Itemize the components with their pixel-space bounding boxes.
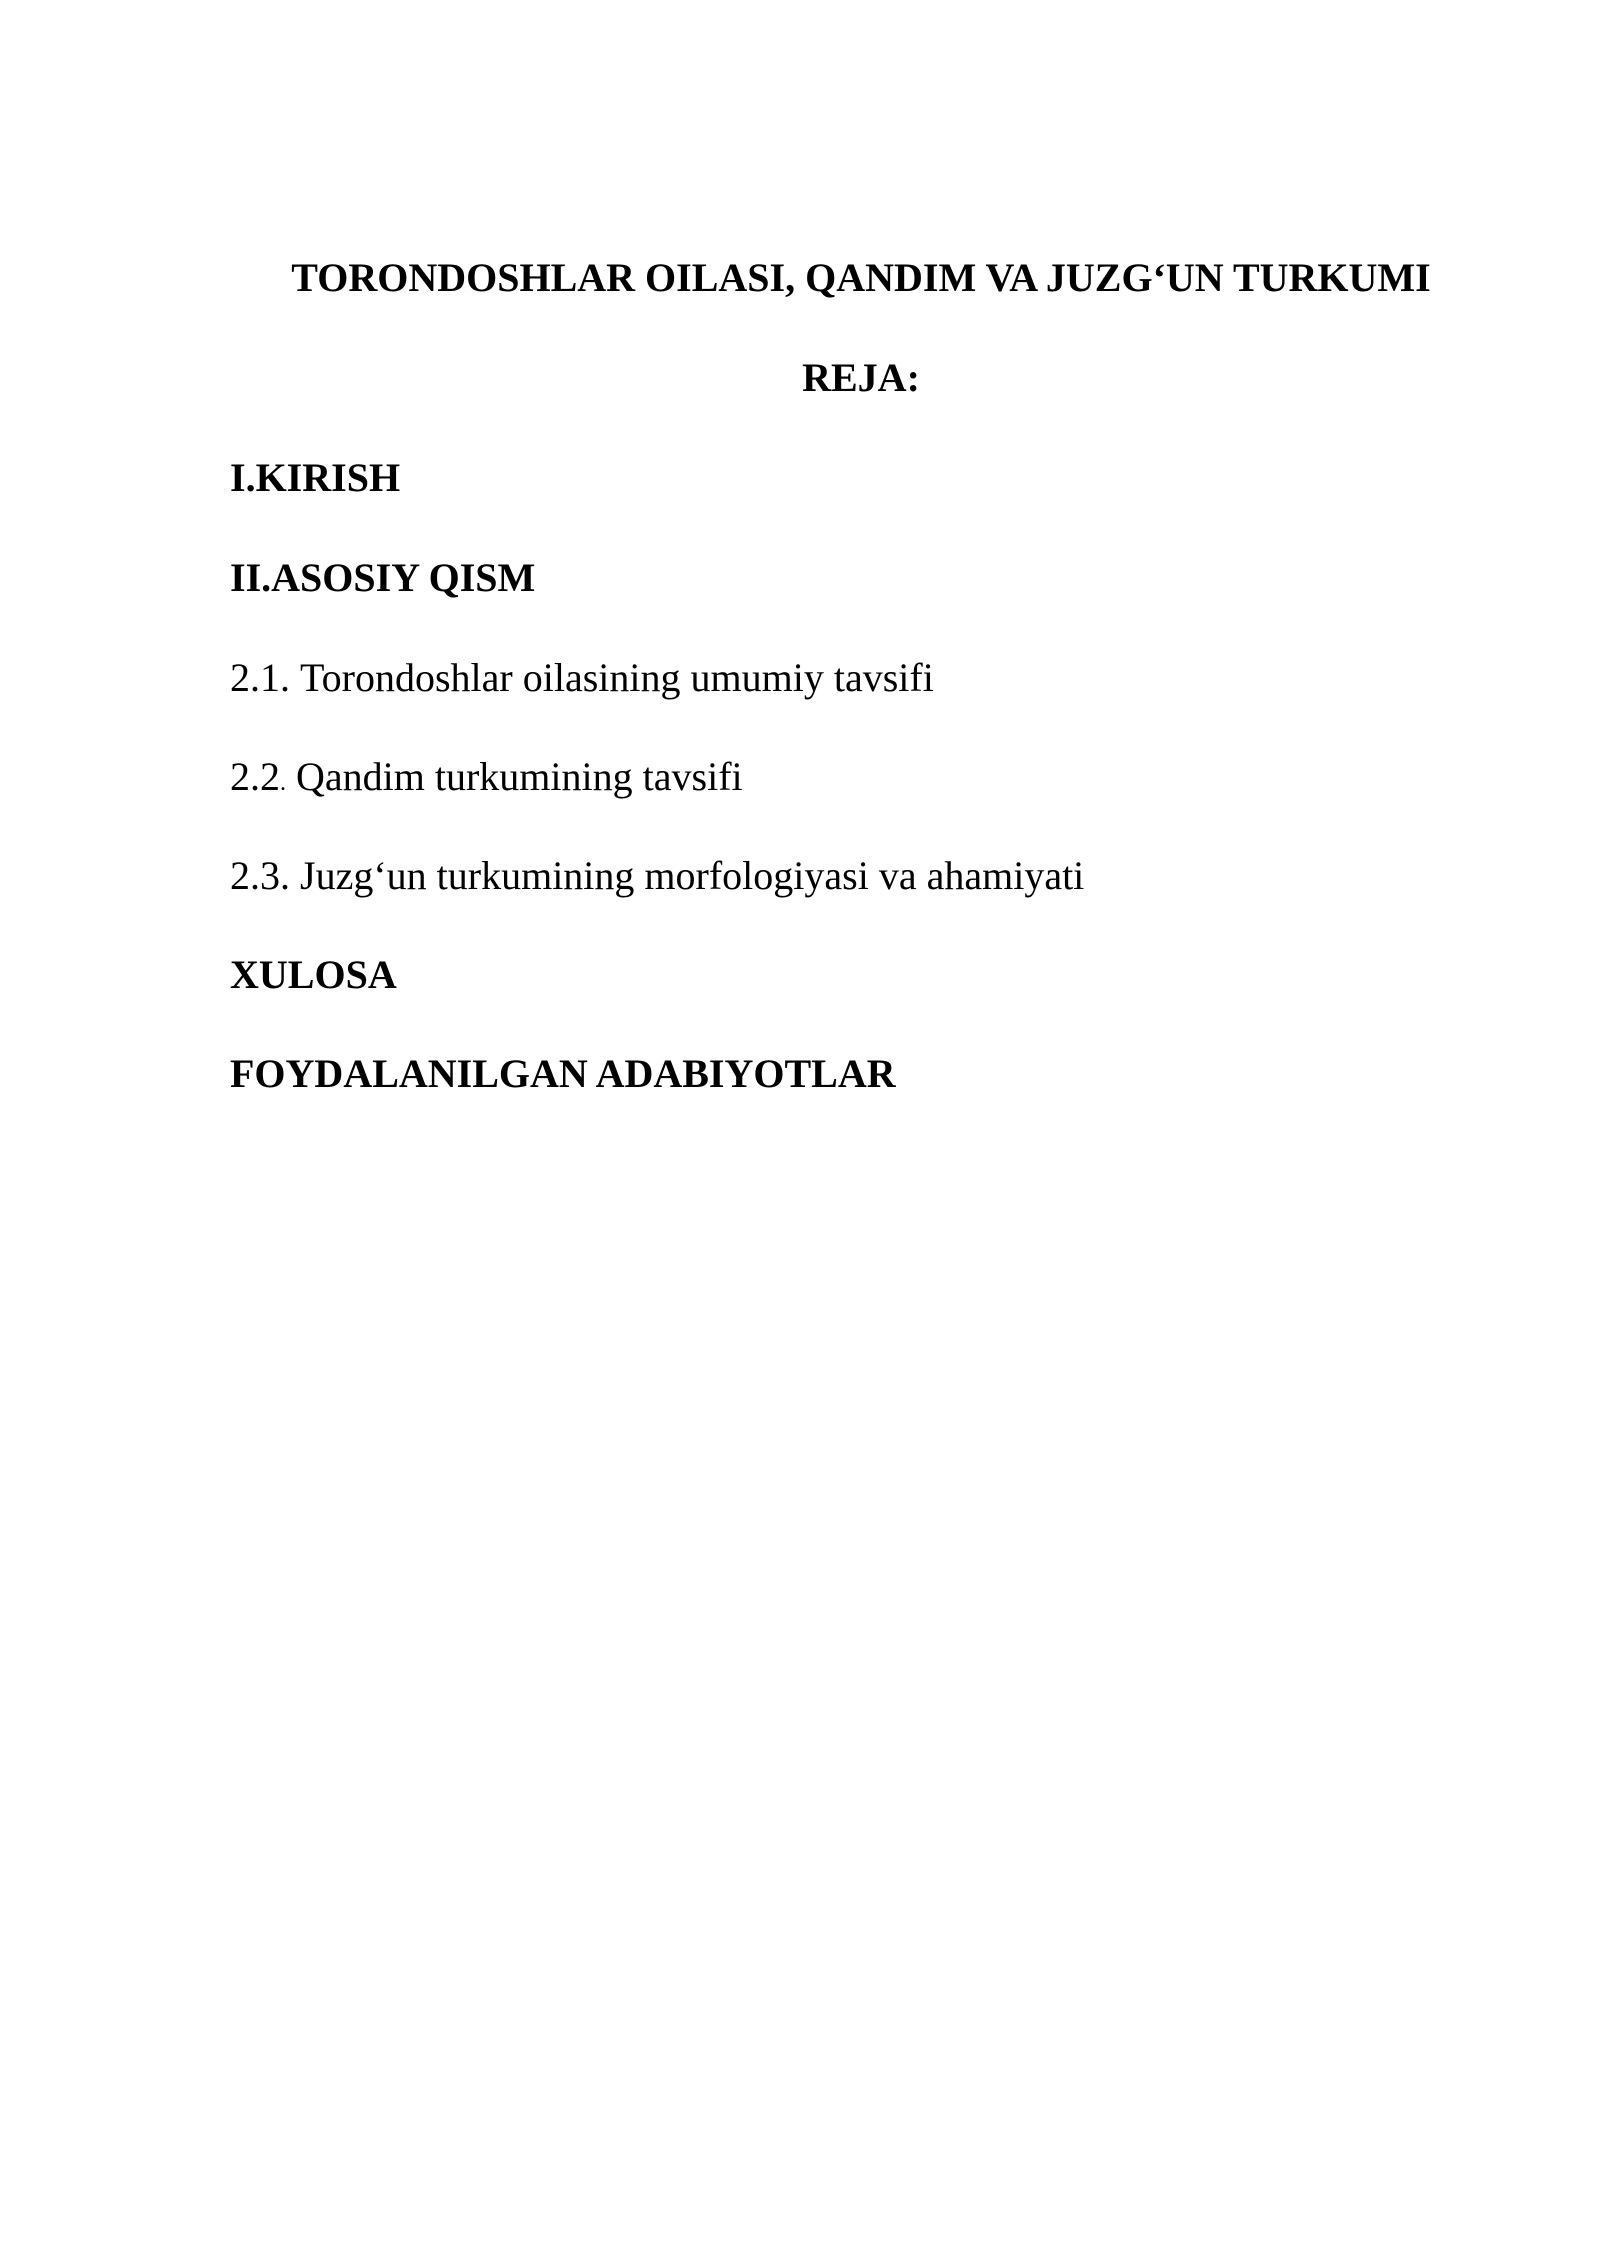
plan-item-text: Juzg‘un turkumining morfologiyasi va ahamiyati (300, 853, 1085, 898)
plan-item-text: Qandim turkumining tavsifi (296, 754, 743, 799)
plan-item-number: 2.3. (230, 853, 290, 898)
plan-item-2-1 (230, 650, 934, 706)
plan-item-number-dot: . (280, 770, 286, 796)
plan-item-references: FOYDALANILGAN ADABIYOTLAR (230, 1051, 896, 1096)
plan-item-2-2 (230, 749, 743, 811)
plan-item-number: 2.1. (230, 655, 290, 700)
plan-item-2-3 (230, 848, 1084, 904)
plan-item-main-part: II.ASOSIY QISM (230, 555, 536, 600)
plan-item-introduction: I.KIRISH (230, 455, 401, 500)
plan-item-text: Torondoshlar oilasining umumiy tavsifi (300, 655, 934, 700)
plan-item-conclusion: XULOSA (230, 952, 397, 997)
document-title: TORONDOSHLAR OILASI, QANDIM VA JUZG‘UN TURKUMI (291, 255, 1431, 300)
plan-heading: REJA: (802, 355, 920, 400)
plan-item-number: 2.2 (230, 754, 280, 799)
